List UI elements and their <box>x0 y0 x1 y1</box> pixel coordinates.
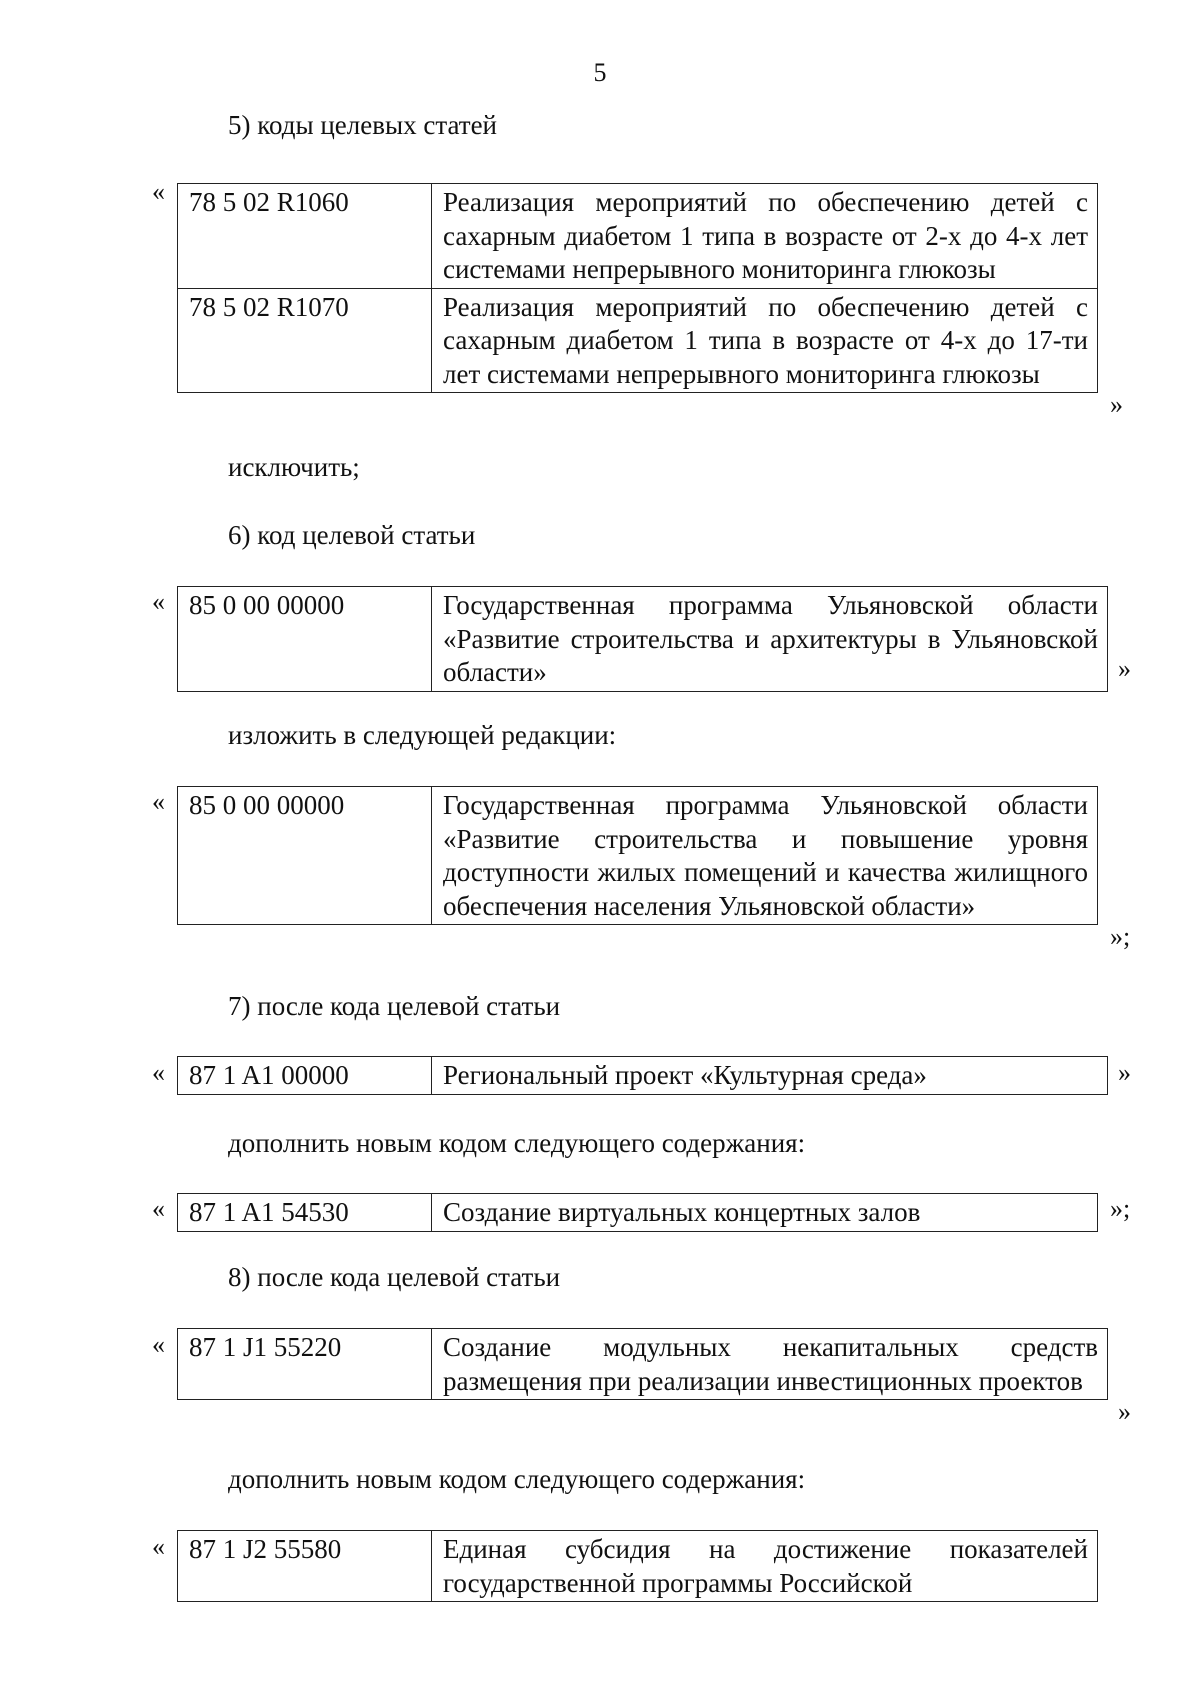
description-cell: Реализация мероприятий по обеспечению детей с сахарным диабетом 1 типа в возрасте от 4-х до 17-ти лет системами непрерывного мониторинга глюкозы <box>432 288 1098 393</box>
close-quote-semicolon: »; <box>1110 922 1131 951</box>
description-cell: Единая субсидия на достижение показателей государственной программы Российской <box>432 1531 1098 1602</box>
description-cell: Создание виртуальных концертных залов <box>432 1194 1098 1232</box>
table-row <box>178 1194 1098 1232</box>
table-section-5 <box>177 183 1098 393</box>
section-7-heading: 7) после кода целевой статьи <box>228 991 561 1021</box>
section-8-heading: 8) после кода целевой статьи <box>228 1262 561 1292</box>
code-cell: 87 1 A1 00000 <box>178 1057 432 1095</box>
open-quote: « <box>152 1194 165 1223</box>
table-row <box>178 1329 1108 1400</box>
add-code-text: дополнить новым кодом следующего содержания: <box>228 1128 806 1158</box>
table-section-8 <box>177 1328 1108 1400</box>
open-quote: « <box>152 1330 165 1359</box>
table-row <box>178 288 1098 393</box>
description-cell: Региональный проект «Культурная среда» <box>432 1057 1108 1095</box>
code-cell: 78 5 02 R1070 <box>178 288 432 393</box>
restate-text: изложить в следующей редакции: <box>228 720 617 750</box>
section-5-heading: 5) коды целевых статей <box>228 110 497 140</box>
code-cell: 78 5 02 R1060 <box>178 184 432 289</box>
table-section-6 <box>177 586 1108 692</box>
table-row <box>178 1531 1098 1602</box>
open-quote: « <box>152 1058 165 1087</box>
section-6-heading: 6) код целевой статьи <box>228 520 476 550</box>
close-quote: » <box>1118 1397 1131 1426</box>
close-quote: » <box>1118 654 1131 683</box>
description-cell: Создание модульных некапитальных средств размещения при реализации инвестиционных проектов <box>432 1329 1108 1400</box>
code-cell: 87 1 J2 55580 <box>178 1531 432 1602</box>
table-section-8-new <box>177 1530 1098 1602</box>
code-cell: 87 1 A1 54530 <box>178 1194 432 1232</box>
exclude-text: исключить; <box>228 452 360 482</box>
description-cell: Государственная программа Ульяновской области «Развитие строительства и повышение уровня доступности жилых помещений и качества жилищного обеспечения населения Ульяновской области» <box>432 787 1098 925</box>
description-cell: Государственная программа Ульяновской области «Развитие строительства и архитектуры в Ульяновской области» <box>432 587 1108 692</box>
open-quote: « <box>152 787 165 816</box>
code-cell: 85 0 00 00000 <box>178 787 432 925</box>
close-quote: » <box>1110 390 1123 419</box>
table-row <box>178 787 1098 925</box>
close-quote: » <box>1118 1058 1131 1087</box>
open-quote: « <box>152 1532 165 1561</box>
code-cell: 87 1 J1 55220 <box>178 1329 432 1400</box>
table-row <box>178 184 1098 289</box>
table-row <box>178 587 1108 692</box>
table-row <box>178 1057 1108 1095</box>
table-section-6-new <box>177 786 1098 925</box>
close-quote-semicolon: »; <box>1110 1194 1131 1223</box>
page-number: 5 <box>593 58 607 87</box>
add-code-text: дополнить новым кодом следующего содержания: <box>228 1464 806 1494</box>
open-quote: « <box>152 177 165 206</box>
table-section-7 <box>177 1056 1108 1095</box>
description-cell: Реализация мероприятий по обеспечению детей с сахарным диабетом 1 типа в возрасте от 2-х до 4-х лет системами непрерывного мониторинга глюкозы <box>432 184 1098 289</box>
code-cell: 85 0 00 00000 <box>178 587 432 692</box>
open-quote: « <box>152 587 165 616</box>
table-section-7-new <box>177 1193 1098 1232</box>
